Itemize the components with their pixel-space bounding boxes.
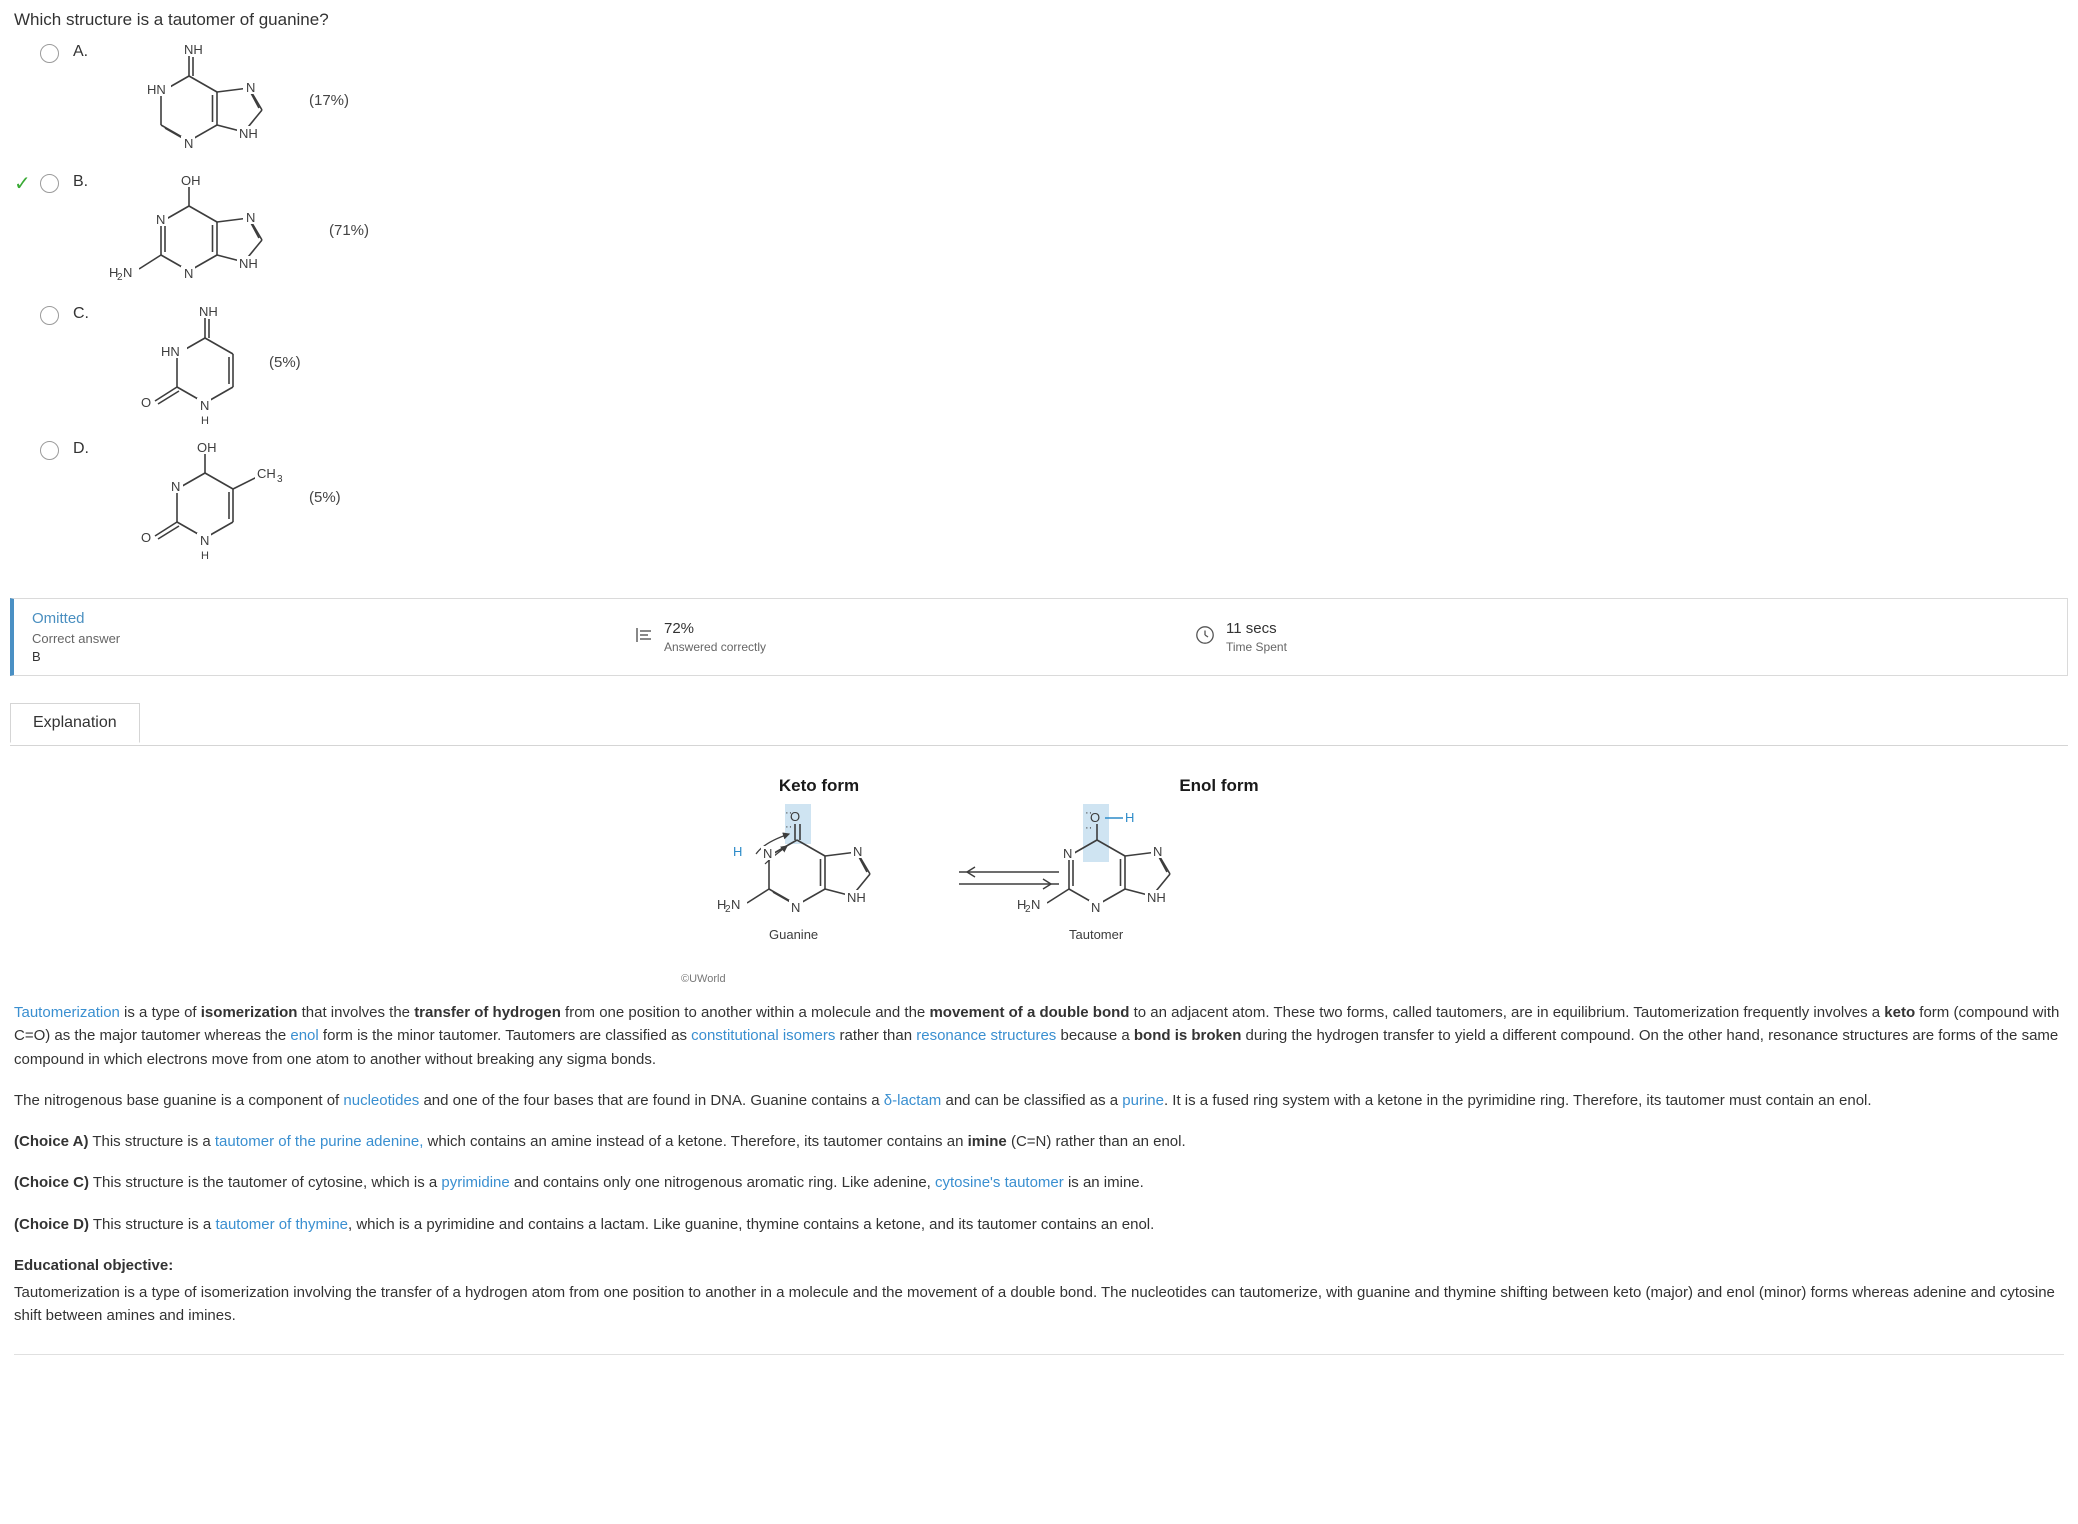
svg-text:HN: HN	[161, 344, 180, 359]
tab-explanation[interactable]: Explanation	[10, 703, 140, 743]
svg-text:O: O	[141, 530, 152, 545]
svg-text:N: N	[200, 398, 210, 413]
svg-text:NH: NH	[199, 304, 218, 319]
structure-b	[99, 170, 319, 298]
choice-row-a[interactable]	[0, 40, 2078, 170]
stats-time-block	[1194, 620, 1287, 654]
svg-text:N: N	[1031, 897, 1041, 912]
svg-text:N: N	[184, 266, 194, 281]
choice-letter-a: A.	[73, 43, 89, 60]
enol-caption-text: Tautomer	[1069, 927, 1124, 942]
correct-check-slot-a	[14, 40, 40, 44]
choice-letter-b: B.	[73, 173, 89, 190]
enol-form-title: Enol form	[1179, 776, 1259, 795]
radio-choice-b[interactable]	[40, 174, 59, 193]
structure-d	[99, 437, 299, 567]
choice-percent-b: (71%)	[329, 222, 370, 239]
explanation-paragraph-4: (Choice C) This structure is the tautomer of cytosine, which is a pyrimidine and contains only one nitrogenous aromatic ring. Like adenine, cytosine's tautomer is an imine.	[14, 1174, 1144, 1192]
svg-text:N: N	[853, 844, 863, 859]
correct-answer-value: B	[32, 649, 41, 664]
svg-text:2: 2	[1025, 904, 1031, 915]
answer-choices	[0, 34, 2078, 572]
svg-text:NH: NH	[239, 256, 258, 271]
educational-objective-body: Tautomerization is a type of isomerization involving the transfer of a hydrogen atom from one position to another in a molecule and the movement of a double bond. The nucleotides can tautomerize, with guanine and thymine shifting between keto (major) and enol (minor) forms whereas adenine and cytosine shift between amines and imines.	[14, 1284, 2055, 1325]
tautomer-figure	[0, 776, 2078, 985]
explanation-body	[0, 985, 2078, 1328]
svg-text:CH: CH	[257, 466, 276, 481]
svg-text:H: H	[733, 844, 743, 859]
svg-text:N: N	[1091, 900, 1101, 915]
explanation-paragraph-3: (Choice A) This structure is a tautomer of the purine adenine, which contains an amine instead of a ketone. Therefore, its tautomer contains an imine (C=N) rather than an enol.	[14, 1133, 1186, 1150]
svg-text:N: N	[763, 846, 773, 861]
svg-text:HN: HN	[147, 82, 166, 97]
svg-text:··: ··	[1085, 807, 1093, 819]
choice-percent-c: (5%)	[269, 354, 301, 371]
svg-text:··: ··	[1085, 822, 1093, 834]
question-stem: Which structure is a tautomer of guanine?	[14, 10, 329, 29]
svg-text:H: H	[1125, 810, 1135, 825]
stats-answer-block	[14, 610, 634, 664]
percent-correct-label: Answered correctly	[664, 640, 767, 654]
time-spent-label: Time Spent	[1226, 640, 1287, 654]
figure-titles	[659, 776, 1419, 796]
svg-text:N: N	[156, 212, 166, 227]
explanation-paragraph-2: The nitrogenous base guanine is a component of nucleotides and one of the four bases that are found in DNA. Guanine contains a δ-lactam and can be classified as a purine. It is a fused ring system with a ketone in the pyrimidine ring. Therefore, its tautomer must contain an enol.	[14, 1091, 1872, 1109]
molecule-b-drawing	[99, 170, 319, 298]
svg-text:H: H	[201, 550, 209, 562]
choice-percent-d: (5%)	[309, 489, 341, 506]
svg-text:NH: NH	[239, 126, 258, 141]
svg-text:3: 3	[277, 474, 283, 485]
molecule-c-drawing	[99, 302, 259, 432]
svg-text:NH: NH	[847, 890, 866, 905]
svg-text:··: ··	[785, 821, 793, 833]
time-texts	[1226, 620, 1287, 654]
svg-text:N: N	[123, 265, 133, 280]
structure-c	[99, 302, 259, 432]
svg-text:2: 2	[117, 272, 123, 283]
svg-text:N: N	[1063, 846, 1073, 861]
svg-text:OH: OH	[197, 440, 217, 455]
svg-text:N: N	[171, 479, 181, 494]
svg-text:N: N	[791, 900, 801, 915]
correct-check-icon: ✓	[14, 173, 31, 195]
explanation-paragraph-5: (Choice D) This structure is a tautomer of thymine, which is a pyrimidine and contains a lactam. Like guanine, thymine contains a ketone, and its tautomer contains an enol.	[14, 1215, 1155, 1233]
correct-check-slot-d	[14, 437, 40, 441]
svg-text:N: N	[184, 136, 194, 151]
copyright-notice: ©UWorld	[681, 973, 726, 985]
svg-text:NH: NH	[184, 42, 203, 57]
percent-correct-value: 72%	[664, 620, 695, 637]
stats-percent-block	[634, 620, 1194, 654]
svg-text:N: N	[200, 533, 210, 548]
svg-text:N: N	[731, 897, 741, 912]
svg-text:H: H	[109, 265, 119, 280]
figure-inner	[659, 776, 1419, 985]
svg-text:OH: OH	[181, 173, 201, 188]
svg-text:··: ··	[785, 807, 793, 819]
choice-row-d[interactable]	[0, 437, 2078, 572]
clock-icon	[1194, 624, 1216, 651]
choice-letter-c: C.	[73, 305, 89, 322]
svg-text:N: N	[246, 210, 256, 225]
correct-answer-label: Correct answer	[32, 631, 121, 646]
explanation-tabs	[10, 702, 2068, 746]
correct-check-slot-c	[14, 302, 40, 306]
molecule-d-drawing	[99, 437, 299, 567]
svg-text:H: H	[717, 897, 727, 912]
svg-text:2: 2	[725, 904, 731, 915]
stats-bar	[10, 598, 2068, 676]
molecule-a-drawing	[99, 40, 299, 165]
explanation-paragraph-1: Tautomerization is a type of isomerization that involves the transfer of hydrogen from one position to another within a molecule and the movement of a double bond to an adjacent atom. These two forms, called tautomers, are in equilibrium. Tautomerization frequently involves a keto form (compound with C=O) as the major tautomer whereas the enol form is the minor tautomer. Tautomers are classified as constitutional isomers rather than resonance structures because a bond is broken during the hydrogen transfer to yield a different compound. On the other hand, resonance structures are forms of the same compound in which electrons move from one atom to another without breaking any sigma bonds.	[14, 1004, 2060, 1068]
svg-text:O: O	[1090, 810, 1101, 825]
bottom-divider	[14, 1354, 2064, 1355]
time-spent-value: 11 secs	[1226, 620, 1277, 637]
keto-form-title: Keto form	[778, 776, 860, 795]
svg-text:NH: NH	[1147, 890, 1166, 905]
figure-structures	[659, 796, 1419, 966]
choice-row-c[interactable]	[0, 302, 2078, 437]
omitted-status: Omitted	[32, 610, 85, 627]
svg-text:H: H	[1017, 897, 1027, 912]
radio-choice-d[interactable]	[40, 441, 59, 460]
educational-objective-title: Educational objective:	[14, 1256, 174, 1274]
svg-text:N: N	[1153, 844, 1163, 859]
bar-chart-icon	[634, 625, 654, 650]
svg-text:O: O	[141, 395, 152, 410]
choice-row-b[interactable]	[0, 170, 2078, 302]
structure-a	[99, 40, 299, 165]
svg-text:O: O	[790, 809, 801, 824]
svg-text:H: H	[201, 415, 209, 427]
choice-letter-d: D.	[73, 440, 89, 457]
choice-percent-a: (17%)	[309, 92, 350, 109]
keto-caption-text: Guanine	[769, 927, 819, 942]
radio-choice-c[interactable]	[40, 306, 59, 325]
svg-text:N: N	[246, 80, 256, 95]
percent-texts	[664, 620, 766, 654]
radio-choice-a[interactable]	[40, 44, 59, 63]
